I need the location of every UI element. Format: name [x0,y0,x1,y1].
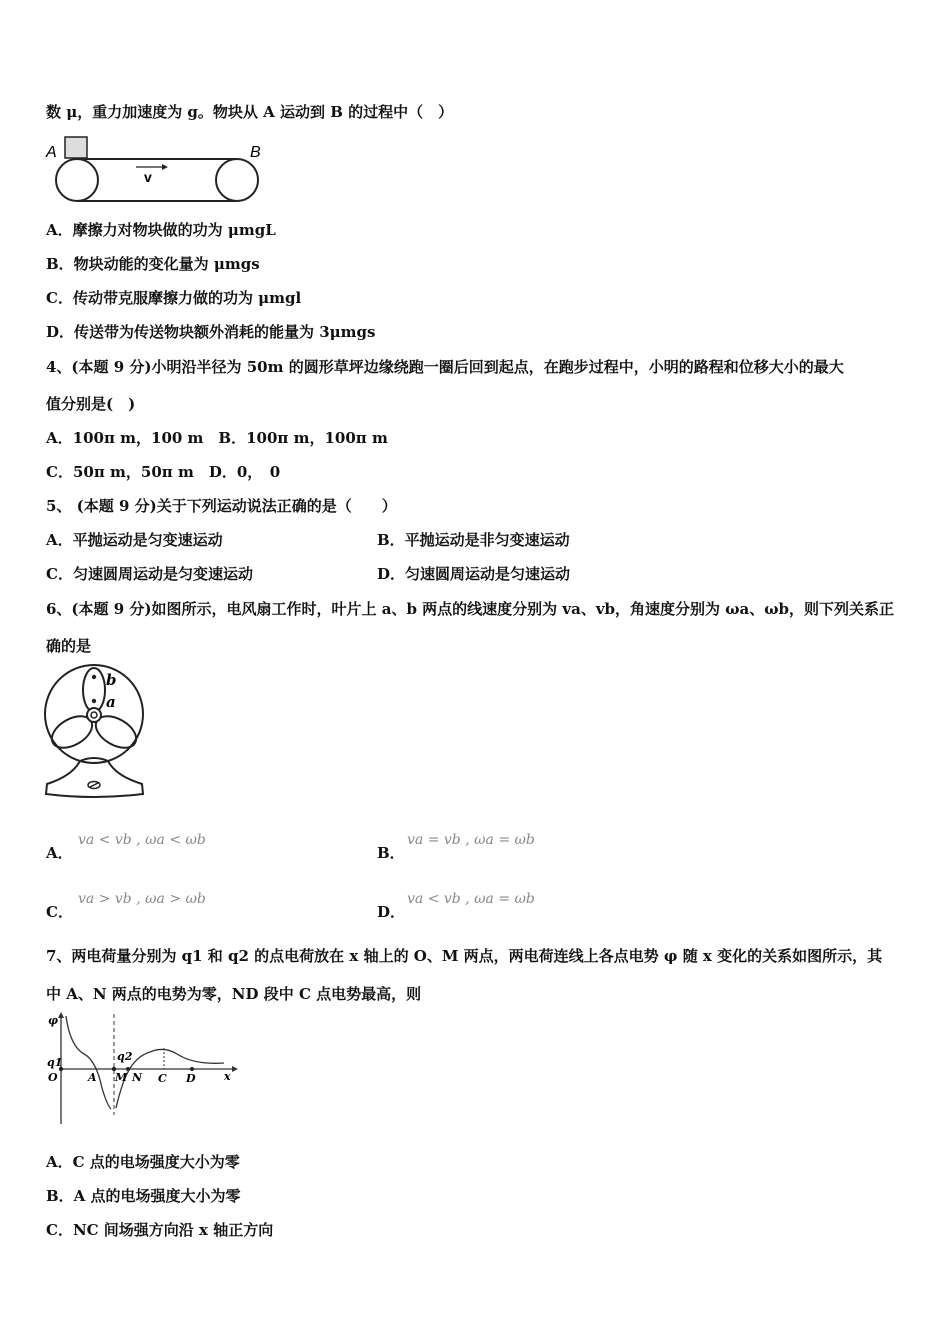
label-a: a [106,693,116,711]
q6-stem-line1: 6、(本题 9 分)如图所示，电风扇工作时，叶片上 a、b 两点的线速度分别为 va、vb，角速度分别为 ωa、ωb，则下列关系正 [46,600,895,618]
q6-option-c-formula: va > vb , ωa > ωb [78,891,206,907]
q7-option-a: A．C 点的电场强度大小为零 [46,1153,240,1171]
q4-options-line1: A．100π m，100 m B．100π m，100π m [46,429,388,447]
label-a: A [88,1071,97,1084]
label-q2: q2 [117,1050,133,1063]
label-b: B [250,144,261,161]
q6-option-b-formula: va = vb , ωa = ωb [407,832,535,848]
label-q1: q1 [47,1056,63,1069]
label-m: M [115,1071,128,1084]
point-a [92,699,96,703]
left-pulley [56,159,98,201]
q6-option-d-label: D． [377,903,406,921]
q3-option-b: B．物块动能的变化量为 μmgs [46,255,260,273]
label-v: v [144,169,152,185]
q4-options-line2: C．50π m，50π m D．0， 0 [46,463,281,481]
conveyor-belt-figure [44,134,268,204]
q5-option-a: A．平抛运动是匀变速运动 [46,531,223,549]
q3-stem: 数 μ，重力加速度为 g。物块从 A 运动到 B 的过程中（ ） [46,103,454,121]
q5-option-c: C．匀速圆周运动是匀变速运动 [46,565,253,583]
q5-option-d: D．匀速圆周运动是匀速运动 [377,565,571,583]
curve-left [66,1016,111,1109]
q5-stem: 5、 (本题 9 分)关于下列运动说法正确的是（ ） [46,497,397,515]
q7-stem-line2: 中 A、N 两点的电势为零，ND 段中 C 点电势最高，则 [46,985,422,1003]
q7-stem-line1: 7、两电荷量分别为 q1 和 q2 的点电荷放在 x 轴上的 O、M 两点，两电荷连线上各点电势 φ 随 x 变化的关系如图所示，其 [46,947,883,965]
label-phi: φ [48,1014,58,1027]
q6-option-a-formula: va < vb , ωa < ωb [78,832,206,848]
electric-fan-figure [42,664,152,802]
block [65,137,87,158]
point-d [190,1067,194,1071]
q6-option-a-label: A． [46,844,73,862]
point-b [92,675,96,679]
label-o: O [48,1071,58,1084]
q3-option-c: C．传动带克服摩擦力做的功为 μmgl [46,289,302,307]
q6-option-c-label: C． [46,903,73,921]
label-c: C [158,1072,167,1085]
label-d: D [186,1072,196,1085]
q7-option-b: B．A 点的电场强度大小为零 [46,1187,241,1205]
label-a: A [46,144,57,161]
q3-option-a: A．摩擦力对物块做的功为 μmgL [46,221,276,239]
q3-option-d: D．传送带为传送物块额外消耗的能量为 3μmgs [46,323,376,341]
q6-stem-line2: 确的是 [46,637,92,655]
q7-option-c: C．NC 间场强方向沿 x 轴正方向 [46,1221,274,1239]
q4-stem-line1: 4、(本题 9 分)小明沿半径为 50m 的圆形草坪边缘绕跑一圈后回到起点，在跑步过程中，小明的路程和位移大小的最大 [46,358,844,376]
q4-stem-line2: 值分别是( ) [46,395,136,413]
q6-option-b-label: B． [377,844,405,862]
q5-option-b: B．平抛运动是非匀变速运动 [377,531,570,549]
right-pulley [216,159,258,201]
label-n: N [132,1071,143,1084]
q6-option-d-formula: va < vb , ωa = ωb [407,891,535,907]
fan-blade-top [83,668,105,712]
label-b: b [106,671,117,689]
potential-graph-figure [44,1010,244,1126]
label-x: x [224,1070,231,1083]
